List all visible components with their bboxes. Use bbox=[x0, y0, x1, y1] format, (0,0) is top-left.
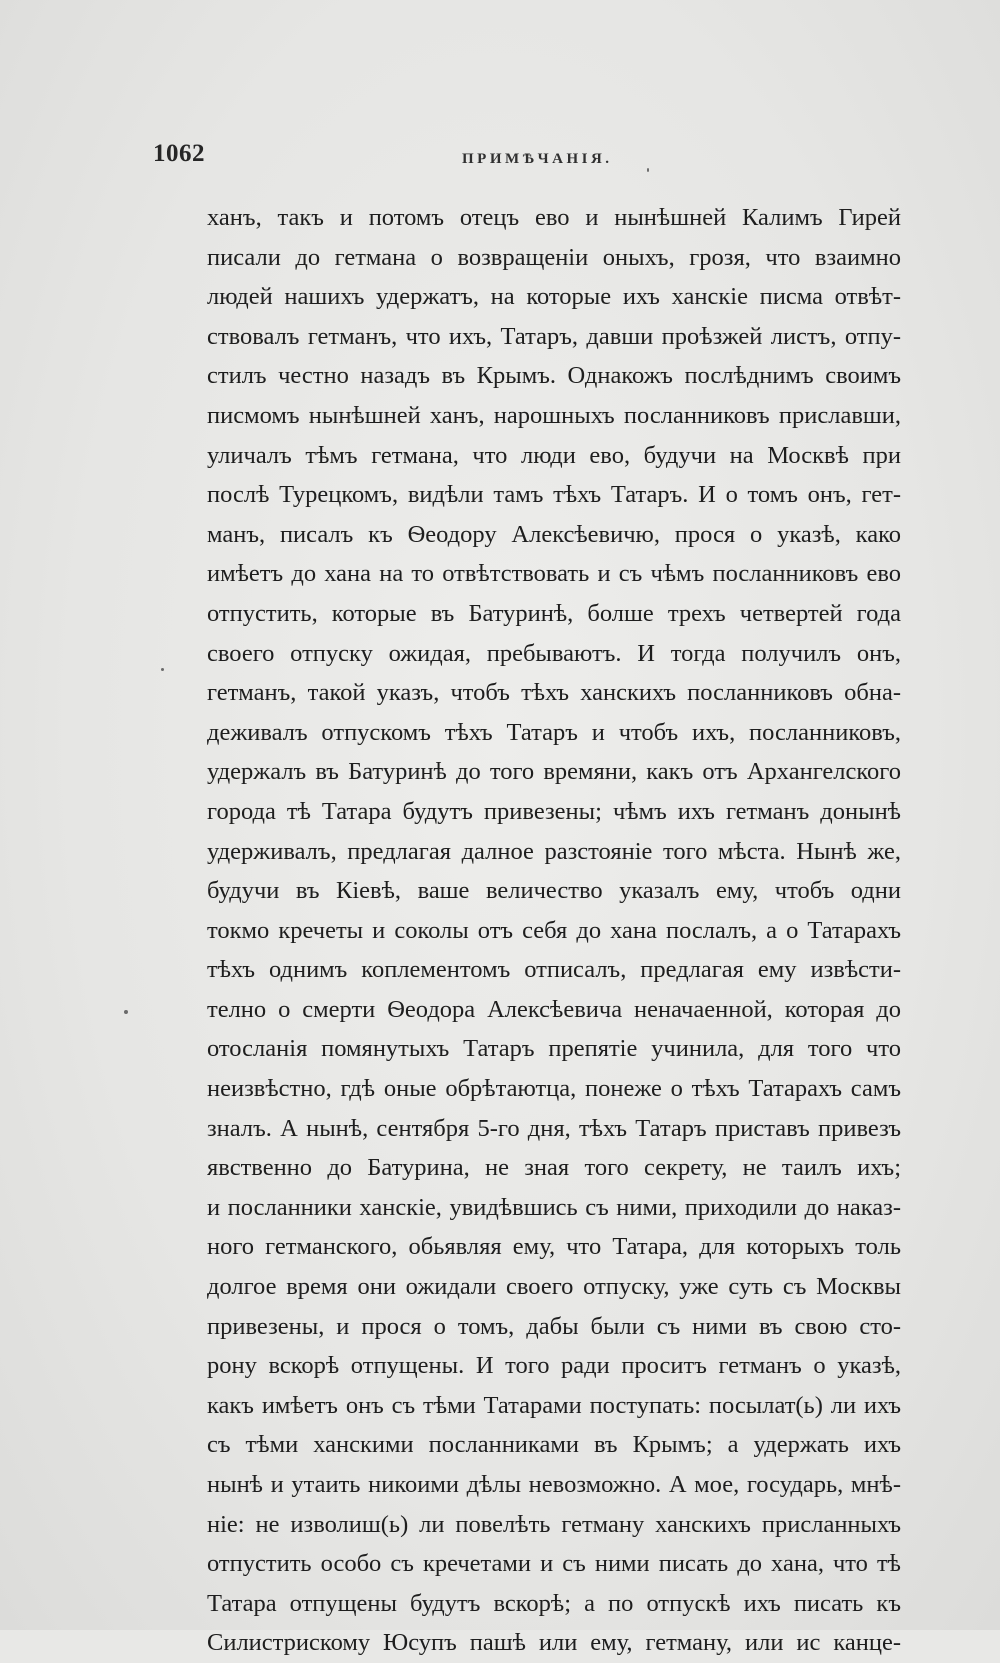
ink-speck bbox=[647, 168, 649, 172]
text-line: будучи въ Кіевѣ, ваше величество указалъ ему, чтобъ одни bbox=[207, 877, 901, 905]
text-line: телно о смерти Ѳеодора Алексѣевича неначаенной, которая до bbox=[207, 995, 901, 1023]
text-line: уличалъ тѣмъ гетмана, что люди ево, будучи на Москвѣ при bbox=[207, 441, 901, 469]
ink-speck bbox=[124, 1010, 128, 1014]
text-line: нынѣ и утаить никоими дѣлы невозможно. А мое, государь, мнѣ- bbox=[207, 1471, 901, 1498]
text-line: тѣхъ однимъ коплементомъ отписалъ, предлагая ему извѣсти- bbox=[207, 956, 901, 984]
text-line: ніе: не изволиш(ь) ли повелѣть гетману ханскихъ присланныхъ bbox=[207, 1510, 901, 1538]
text-line: имѣетъ до хана на то отвѣтствовать и съ чѣмъ посланниковъ ево bbox=[207, 560, 901, 588]
text-line: токмо кречеты и соколы отъ себя до хана послалъ, а о Татарахъ bbox=[207, 916, 901, 944]
text-line: Силистрискому Юсупъ пашѣ или ему, гетману, или ис канце- bbox=[207, 1629, 901, 1657]
page-number: 1062 bbox=[153, 140, 205, 167]
text-line: зналъ. А нынѣ, сентября 5-го дня, тѣхъ Татаръ приставъ привезъ bbox=[207, 1114, 901, 1142]
text-line: отосланія помянутыхъ Татаръ препятіе учинила, для того что bbox=[207, 1035, 901, 1063]
text-line: отпустить, которые въ Батуринѣ, болше трехъ четвертей года bbox=[207, 599, 901, 627]
text-line: ного гетманского, обьявляя ему, что Татара, для которыхъ толь bbox=[207, 1233, 901, 1261]
text-line: отпустить особо съ кречетами и съ ними писать до хана, что тѣ bbox=[207, 1550, 901, 1578]
text-line: и посланники ханскіе, увидѣвшись съ ними, приходили до наказ- bbox=[207, 1193, 901, 1221]
text-line: рону вскорѣ отпущены. И того ради проситъ гетманъ о указѣ, bbox=[207, 1352, 901, 1380]
text-line: писмомъ нынѣшней ханъ, нарошныхъ посланниковъ приславши, bbox=[207, 401, 901, 429]
text-line: Татара отпущены будутъ вскорѣ; а по отпускѣ ихъ писать къ bbox=[207, 1589, 901, 1617]
text-line: послѣ Турецкомъ, видѣли тамъ тѣхъ Татаръ. И о томъ онъ, гет- bbox=[207, 481, 901, 509]
ink-speck bbox=[161, 668, 164, 671]
text-line: удерживалъ, предлагая далное разстояніе того мѣста. Нынѣ же, bbox=[207, 837, 901, 865]
text-line: неизвѣстно, гдѣ оные обрѣтаютца, понеже о тѣхъ Татарахъ самъ bbox=[207, 1075, 901, 1103]
text-line: гетманъ, такой указъ, чтобъ тѣхъ ханскихъ посланниковъ обна- bbox=[207, 679, 901, 707]
running-head: ПРИМѢЧАНІЯ. bbox=[462, 151, 613, 167]
text-line: ствовалъ гетманъ, что ихъ, Татаръ, давши проѣзжей листъ, отпу- bbox=[207, 322, 901, 350]
text-line: своего отпуску ожидая, пребываютъ. И тогда получилъ онъ, bbox=[207, 639, 901, 667]
text-line: города тѣ Татара будутъ привезены; чѣмъ ихъ гетманъ донынѣ bbox=[207, 797, 901, 825]
text-line: долгое время они ожидали своего отпуску, уже суть съ Москвы bbox=[207, 1273, 901, 1301]
text-line: людей нашихъ удержатъ, на которые ихъ ханскіе писма отвѣт- bbox=[207, 283, 901, 311]
text-line: стилъ честно назадъ въ Крымъ. Однакожъ послѣднимъ своимъ bbox=[207, 362, 901, 390]
text-line: удержалъ въ Батуринѣ до того времяни, какъ отъ Архангелского bbox=[207, 758, 901, 786]
text-line: съ тѣми ханскими посланниками въ Крымъ; а удержать ихъ bbox=[207, 1431, 901, 1459]
text-line: писали до гетмана о возвращеніи оныхъ, грозя, что взаимно bbox=[207, 243, 901, 271]
text-line: манъ, писалъ къ Ѳеодору Алексѣевичю, прося о указѣ, како bbox=[207, 520, 901, 548]
text-line: какъ имѣетъ онъ съ тѣми Татарами поступать: посылат(ь) ли ихъ bbox=[207, 1391, 901, 1419]
body-text bbox=[207, 198, 901, 1663]
text-line: привезены, и прося о томъ, дабы были съ ними въ свою сто- bbox=[207, 1312, 901, 1340]
text-line: явственно до Батурина, не зная того секрету, не таилъ ихъ; bbox=[207, 1154, 901, 1182]
text-line: деживалъ отпускомъ тѣхъ Татаръ и чтобъ ихъ, посланниковъ, bbox=[207, 718, 901, 746]
text-line: ханъ, такъ и потомъ отецъ ево и нынѣшней Калимъ Гирей bbox=[207, 204, 901, 231]
